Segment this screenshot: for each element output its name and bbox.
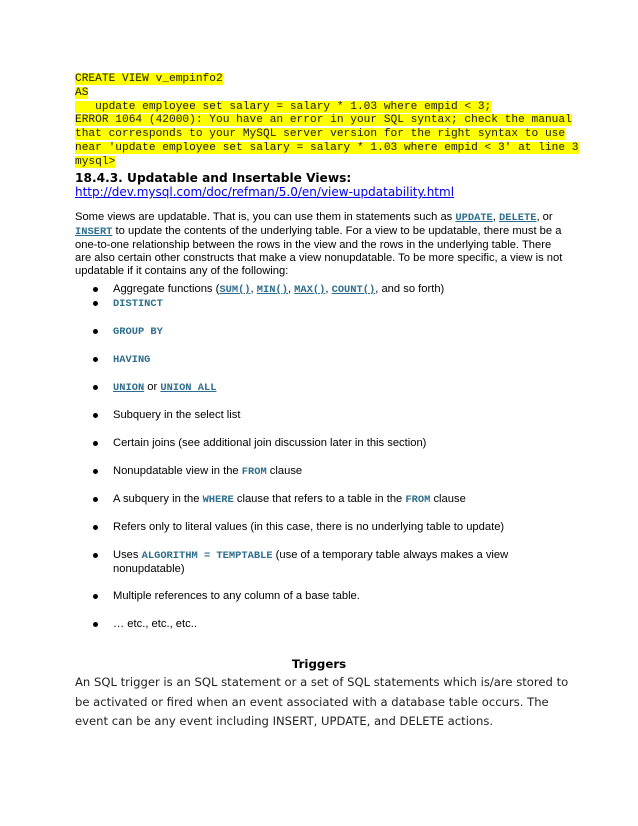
bullet-icon [93,357,98,362]
code-line [75,156,555,170]
list-item-text [113,381,523,395]
union-keyword-link[interactable]: UNION [113,382,145,394]
list-item-text [113,353,523,367]
list-item-text: Certain joins (see additional join discussion later in this section) [113,437,427,449]
bullet-icon [93,497,98,502]
update-keyword-link[interactable]: UPDATE [455,212,493,224]
list-item-text [113,549,523,576]
bullet-icon [93,287,98,292]
intro-paragraph [75,211,570,278]
paragraph-text: , [492,211,500,223]
bullet-icon [93,469,98,474]
bullet-icon [93,329,98,334]
code-line [75,101,555,115]
item-text: Aggregate functions ( [113,283,220,295]
item-text: clause [430,493,466,505]
item-text: A subquery in the [113,493,203,505]
insert-keyword-link[interactable]: INSERT [75,225,113,238]
paragraph-text: to update the contents of the underlying table. For a view to be updatable, there must be a one-to-one relationship between the rows in the view and the rows in the underlying table. There are also certain other constructs that make a view nonupdatable. To be more specific, a view is not updatable if it contains any of the following: [75,224,563,277]
list-item-text [113,493,523,507]
code-line [75,141,579,156]
where-keyword: WHERE [202,494,234,506]
code-line [75,87,555,101]
list-item-text: Subquery in the select list [113,409,241,421]
bullet-icon [93,553,98,558]
list-item-text: Refers only to literal values (in this case, there is no underlying table to update) [113,521,505,533]
distinct-keyword: DISTINCT [113,298,163,310]
triggers-paragraph: An SQL trigger is an SQL statement or a set of SQL statements which is/are stored to be activated or fired when an event associated with a database table occurs. The event can be any event including INSERT, UPDATE, and DELETE actions. [75,675,569,729]
bullet-icon [93,301,98,306]
code-line [75,114,572,128]
bullet-icon [93,385,98,390]
item-text: Nonupdatable view in the [113,465,242,477]
bullet-icon [93,441,98,446]
highlighted-code-text: ERROR 1064 (42000): You have an error in your SQL syntax; check the manual [75,114,572,127]
paragraph-text: Some views are updatable. That is, you can use them in statements such as [75,211,456,223]
union-all-keyword-link[interactable]: UNION ALL [160,382,217,394]
list-item-text [113,325,523,339]
highlighted-code-text: AS [75,86,89,99]
section-title: 18.4.3. Updatable and Insertable Views: [75,171,352,185]
sum-function-link[interactable]: SUM() [219,284,251,296]
list-item-text: Multiple references to any column of a base table. [113,590,360,602]
bullet-icon [93,594,98,599]
sql-code-block [75,73,579,170]
list-item-text [113,283,523,297]
item-text: clause [266,465,303,477]
triggers-heading: Triggers [291,657,347,671]
item-text: , [325,283,332,295]
highlighted-code-text: update employee set salary = salary * 1.03 where empid < 3; [75,100,492,113]
list-item-text: … etc., etc., etc.. [113,618,197,630]
bullet-icon [93,525,98,530]
item-text: , and so forth) [375,283,445,295]
highlighted-code-text: CREATE VIEW v_empinfo2 [75,73,223,85]
min-function-link[interactable]: MIN() [256,284,288,296]
from-keyword: FROM [405,494,431,506]
item-text: , [250,283,257,295]
group-by-keyword: GROUP BY [113,326,163,338]
highlighted-code-text: near 'update employee set salary = salary * 1.03 where empid < 3' at line 3 [75,141,579,154]
item-text: clause that refers to a table in the [233,493,406,505]
bullet-icon [93,622,98,627]
item-text: or [144,381,161,393]
count-function-link[interactable]: COUNT() [331,284,376,296]
paragraph-text: , or [536,211,553,223]
doc-link[interactable]: http://dev.mysql.com/doc/refman/5.0/en/view-updatability.html [75,185,455,199]
highlighted-code-text: that corresponds to your MySQL server version for the right syntax to use [75,128,566,141]
list-item-text [113,297,523,311]
delete-keyword-link[interactable]: DELETE [499,212,537,224]
having-keyword: HAVING [113,354,151,366]
max-function-link[interactable]: MAX() [294,284,326,296]
bullet-icon [93,413,98,418]
algorithm-temptable-keyword: ALGORITHM = TEMPTABLE [141,550,273,562]
code-line [75,73,555,87]
item-text: Uses [113,549,142,561]
from-keyword: FROM [241,466,267,478]
highlighted-code-text: mysql> [75,155,116,168]
item-text: (use of a temporary table always makes a view nonupdatable) [113,549,509,575]
code-line [75,128,566,142]
item-text: , [287,283,295,295]
list-item-text [113,465,523,479]
